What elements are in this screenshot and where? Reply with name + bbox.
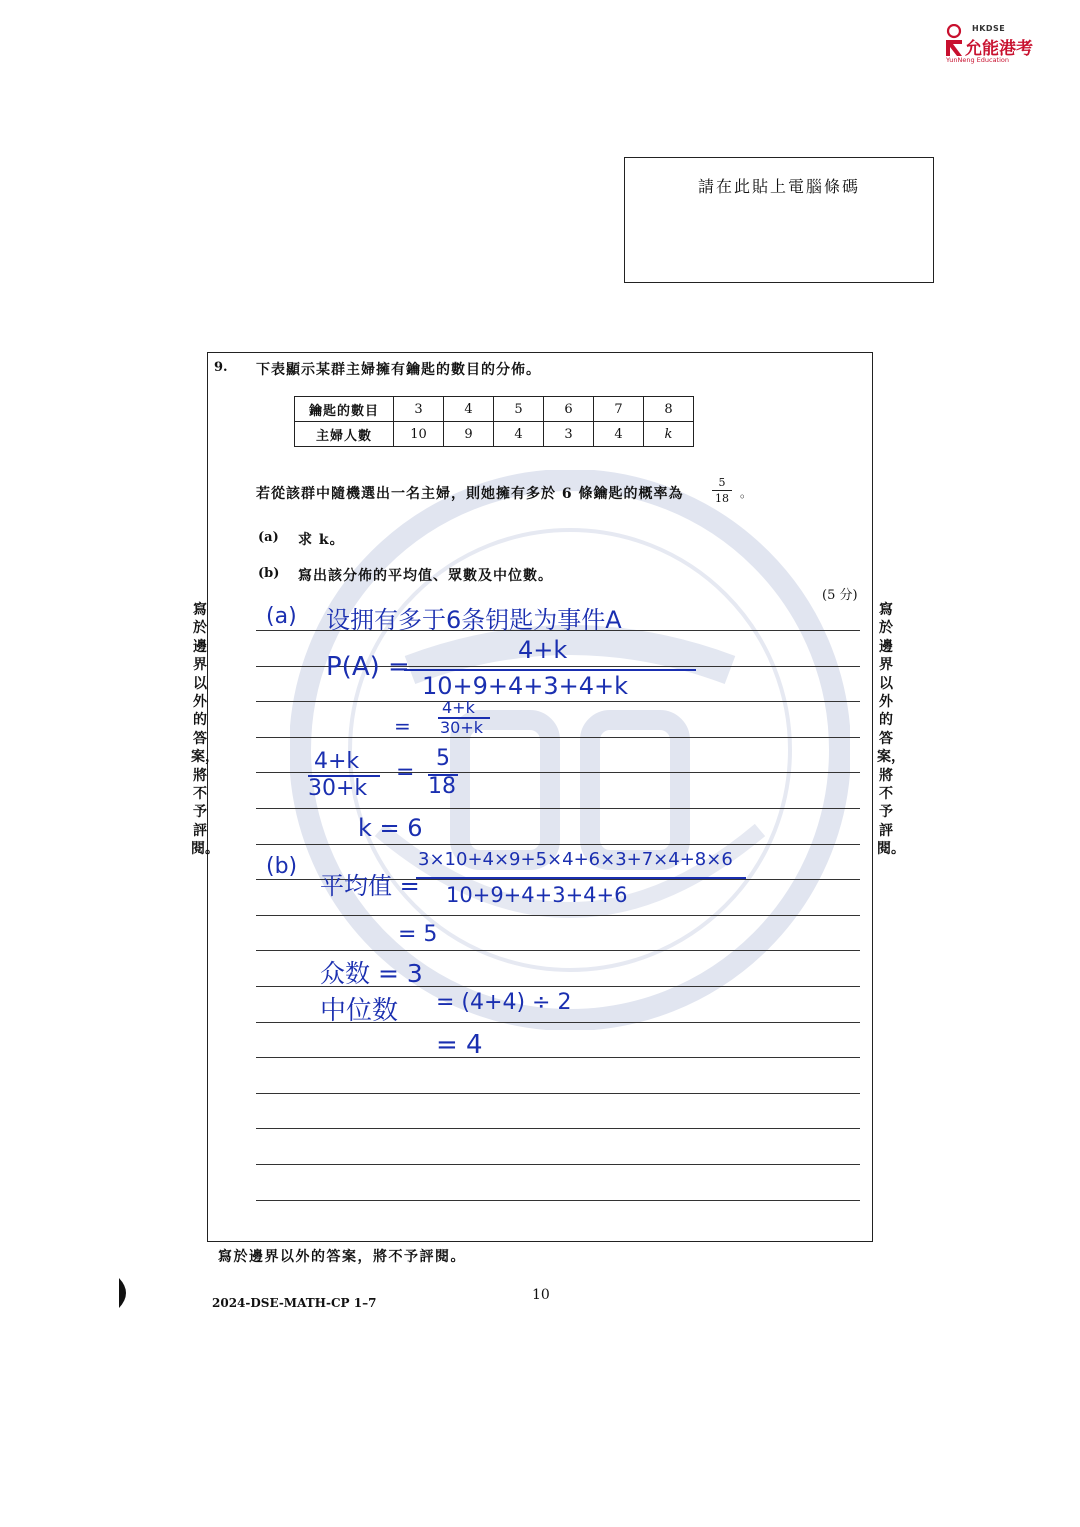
part-b-label: (b) xyxy=(258,566,280,581)
hw-eq-lhs-den: 30+k xyxy=(308,776,368,801)
brand-logo xyxy=(942,22,1052,64)
question-stem: 下表顯示某群主婦擁有鑰匙的數目的分佈。 xyxy=(256,362,541,378)
table-cell: 4 xyxy=(494,422,544,447)
answer-line xyxy=(256,915,860,916)
logo-sub-text: YunNeng Education xyxy=(946,56,1009,64)
table-cell: 5 xyxy=(494,397,544,422)
part-b-text: 寫出該分佈的平均值、眾數及中位數。 xyxy=(298,568,553,584)
hw-mean-label: 平均值 = xyxy=(320,872,420,900)
logo-mark-icon xyxy=(942,24,966,60)
hw-eq-lhs-num: 4+k xyxy=(314,749,360,774)
hw-eq-rhs-den: 18 xyxy=(428,774,456,799)
table-cell: 4 xyxy=(594,422,644,447)
hw-a-intro: 设拥有多于6条钥匙为事件A xyxy=(326,606,622,634)
hw-pa-lhs: P(A) = xyxy=(326,652,410,682)
hw-median-expr: = (4+4) ÷ 2 xyxy=(436,990,572,1015)
hw-pa-num: 4+k xyxy=(518,636,568,664)
punch-mark-icon xyxy=(119,1278,133,1308)
answer-line xyxy=(256,1057,860,1058)
hw-k-result: k = 6 xyxy=(358,814,423,842)
part-a-label: (a) xyxy=(258,530,279,545)
answer-line xyxy=(256,701,860,702)
hw-mean-num: 3×10+4×9+5×4+6×3+7×4+8×6 xyxy=(418,849,733,870)
hw-eq1: = xyxy=(394,714,411,738)
question-condition: 若從該群中隨機選出一名主婦，則她擁有多於 6 條鑰匙的概率為 xyxy=(256,486,684,502)
question-number: 9. xyxy=(214,360,228,375)
answer-line xyxy=(256,1093,860,1094)
bottom-note: 寫於邊界以外的答案，將不予評閱。 xyxy=(218,1249,466,1265)
table-cell: 10 xyxy=(394,422,444,447)
marks-label: (5 分) xyxy=(822,588,858,603)
barcode-box xyxy=(624,157,934,283)
barcode-label: 請在此貼上電腦條碼 xyxy=(697,177,860,196)
part-a-text: 求 k。 xyxy=(298,532,345,548)
table-row xyxy=(295,397,694,422)
probability-fraction xyxy=(712,475,732,507)
hw-mean-den: 10+9+4+3+4+6 xyxy=(446,883,628,907)
answer-line xyxy=(256,950,860,951)
hw-pa-den: 10+9+4+3+4+k xyxy=(422,672,629,700)
row-label-count: 主婦人數 xyxy=(295,422,394,447)
fraction-numerator: 5 xyxy=(712,475,732,491)
hw-a-label: (a) xyxy=(266,604,297,629)
hw-eq-sign: = xyxy=(396,760,415,785)
hw-simp-num: 4+k xyxy=(442,698,475,717)
hw-median-label: 中位数 xyxy=(320,996,399,1026)
logo-brand-text: 允能港考 xyxy=(965,39,1033,59)
table-cell: 9 xyxy=(444,422,494,447)
table-cell: 8 xyxy=(644,397,694,422)
answer-line xyxy=(256,1200,860,1201)
answer-line xyxy=(256,808,860,809)
table-cell: 4 xyxy=(444,397,494,422)
answer-line xyxy=(256,1128,860,1129)
hw-fraction-bar xyxy=(404,669,696,671)
hw-b-label: (b) xyxy=(266,854,298,879)
answer-line xyxy=(256,844,860,845)
side-note-right: 寫於邊界以外的答案，將不予評閱。 xyxy=(877,602,905,858)
hw-mean-result: = 5 xyxy=(398,922,438,947)
table-cell: 3 xyxy=(394,397,444,422)
logo-small-text: HKDSE xyxy=(972,24,1006,33)
hw-simp-den: 30+k xyxy=(440,718,484,737)
table-cell: 7 xyxy=(594,397,644,422)
page-number: 10 xyxy=(532,1287,550,1303)
paper-code: 2024-DSE-MATH-CP 1–7 xyxy=(212,1296,377,1310)
distribution-table xyxy=(294,396,694,447)
table-cell: 3 xyxy=(544,422,594,447)
hw-median-result: = 4 xyxy=(436,1030,483,1060)
answer-line xyxy=(256,1164,860,1165)
side-note-left: 寫於邊界以外的答案，將不予評閱。 xyxy=(191,602,219,858)
table-cell: k xyxy=(644,422,694,447)
table-cell: 6 xyxy=(544,397,594,422)
row-label-keys: 鑰匙的數目 xyxy=(295,397,394,422)
condition-end: 。 xyxy=(740,486,753,500)
table-row xyxy=(295,422,694,447)
fraction-denominator: 18 xyxy=(715,492,729,505)
answer-line xyxy=(256,737,860,738)
hw-fraction-bar xyxy=(416,877,746,879)
hw-mode: 众数 = 3 xyxy=(320,959,423,988)
hw-eq-rhs-num: 5 xyxy=(436,746,450,771)
